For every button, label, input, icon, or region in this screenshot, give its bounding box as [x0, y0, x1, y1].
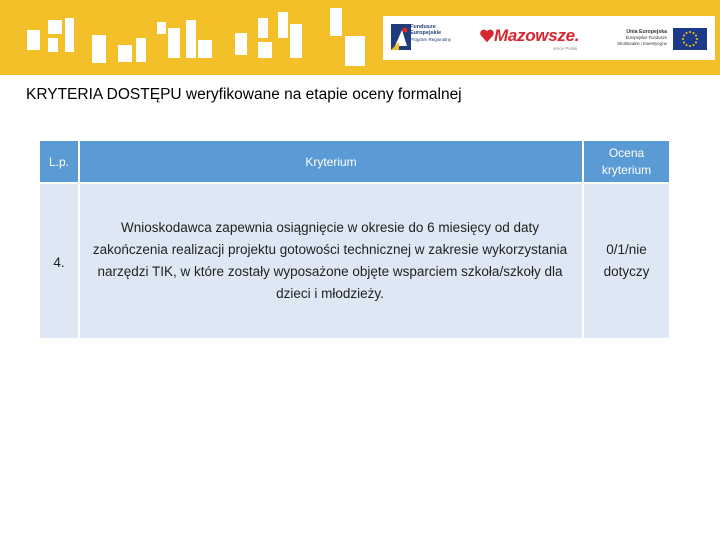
ue-logo-text	[609, 29, 667, 47]
header-lp: L.p.	[40, 141, 78, 182]
decor-block	[258, 42, 272, 58]
fundusze-sub: Program Regionalny	[410, 36, 452, 42]
decor-block	[27, 30, 40, 50]
decor-block	[278, 12, 288, 38]
decor-block	[330, 8, 342, 36]
decor-block	[258, 18, 268, 38]
decor-block	[168, 28, 180, 58]
ue-line3: Strukturalne i Inwestycyjne	[617, 41, 667, 46]
decor-block	[345, 36, 365, 66]
decor-block	[48, 38, 58, 52]
fundusze-logo-text	[410, 24, 480, 43]
mazowsze-sub: serce Polski	[553, 46, 578, 51]
decor-block	[136, 38, 146, 62]
logo-strip	[383, 16, 715, 60]
decor-block	[65, 18, 74, 52]
fundusze-line2: Europejskie	[410, 30, 442, 37]
decor-block	[118, 45, 132, 62]
heart-icon	[479, 29, 495, 43]
decor-block	[198, 40, 212, 58]
decor-block	[157, 22, 166, 34]
decor-block	[290, 24, 302, 58]
decor-block	[186, 20, 196, 58]
page-title: KRYTERIA DOSTĘPU weryfikowane na etapie oceny formalnej	[26, 86, 462, 103]
header-banner	[0, 0, 720, 75]
header-kryterium: Kryterium	[80, 141, 582, 182]
fundusze-line1: Fundusze	[410, 24, 436, 30]
row-ocena: 0/1/nie dotyczy	[584, 184, 669, 338]
ue-line1: Unia Europejska	[626, 29, 667, 35]
eu-flag-icon	[673, 28, 707, 50]
header-ocena: Ocena kryterium	[584, 141, 669, 182]
ue-line2: Europejskie Fundusze	[625, 35, 667, 40]
mazowsze-logo-text	[494, 26, 579, 46]
decor-block	[235, 33, 247, 55]
decor-block	[48, 20, 62, 34]
row-kryterium: Wnioskodawca zapewnia osiągnięcie w okresie do 6 miesięcy od daty zakończenia realizacji projektu gotowości technicznej w zakresie wykorzystania narzędzi TIK, w które zostały wyposażone objęte wsparciem szkoła/szkoły dla dzieci i młodzieży.	[80, 184, 582, 338]
decor-block	[92, 35, 106, 63]
mazowsze-wordmark: Mazowsze.	[494, 26, 580, 45]
row-lp: 4.	[40, 184, 78, 338]
